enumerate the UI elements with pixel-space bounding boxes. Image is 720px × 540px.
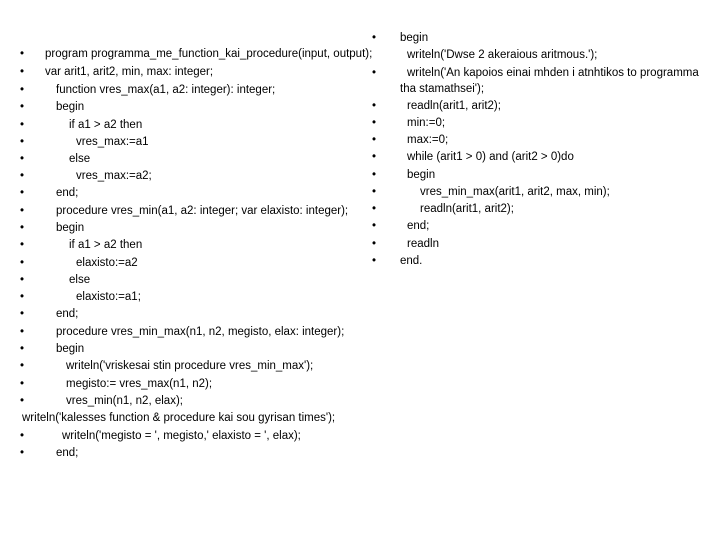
code-line-text: if a1 > a2 then	[69, 119, 143, 131]
bullet: •	[19, 291, 25, 303]
bullet: •	[19, 308, 25, 320]
code-line	[0, 376, 380, 393]
bullet: •	[19, 447, 25, 459]
code-line	[360, 167, 720, 184]
code-line	[360, 201, 720, 218]
code-line	[360, 30, 720, 47]
bullet: •	[371, 203, 377, 215]
code-line	[0, 393, 380, 410]
code-line	[0, 151, 380, 168]
code-line-text: end.	[400, 255, 423, 267]
code-line	[0, 341, 380, 358]
bullet: •	[19, 326, 25, 338]
code-line-text: begin	[400, 32, 429, 44]
code-line	[0, 185, 380, 202]
code-line-text: function vres_max(a1, a2: integer): integer;	[56, 84, 276, 96]
bullet: •	[19, 170, 25, 182]
bullet: •	[371, 134, 377, 146]
code-line	[0, 428, 380, 445]
bullet: •	[19, 84, 25, 96]
code-line-text: readln(arit1, arit2);	[420, 203, 514, 215]
code-line-text: program programma_me_function_kai_procedure(input, output);	[45, 48, 373, 60]
code-line-text: else	[69, 153, 91, 165]
code-line-text: begin	[56, 101, 85, 113]
code-line-text: writeln('An kapoios einai mhden i atnhtikos to programma	[407, 67, 699, 79]
bullet: •	[19, 222, 25, 234]
code-line-text: readln(arit1, arit2);	[407, 100, 501, 112]
code-line-text: writeln('Dwse 2 akeraious aritmous.');	[407, 49, 598, 61]
code-line-text: end;	[56, 187, 79, 199]
bullet: •	[19, 257, 25, 269]
bullet: •	[19, 239, 25, 251]
code-line	[0, 306, 380, 323]
code-line	[0, 289, 380, 306]
code-line	[360, 149, 720, 166]
code-line-text: begin	[407, 169, 436, 181]
bullet: •	[371, 67, 377, 79]
code-line	[0, 64, 380, 81]
bullet: •	[19, 119, 25, 131]
code-line	[0, 46, 380, 63]
code-line-text: writeln('vriskesai stin procedure vres_min_max');	[66, 360, 314, 372]
code-line-text: procedure vres_min_max(n1, n2, megisto, elax: integer);	[56, 326, 345, 338]
code-line	[360, 81, 720, 98]
bullet: •	[19, 378, 25, 390]
code-line	[360, 47, 720, 64]
bullet: •	[371, 151, 377, 163]
bullet: •	[19, 430, 25, 442]
code-line-text: elaxisto:=a2	[76, 257, 138, 269]
code-line	[360, 132, 720, 149]
bullet: •	[371, 255, 377, 267]
bullet: •	[371, 32, 377, 44]
bullet: •	[371, 186, 377, 198]
bullet: •	[19, 101, 25, 113]
bullet: •	[371, 220, 377, 232]
code-line-text: end;	[56, 447, 79, 459]
bullet: •	[19, 343, 25, 355]
code-line-text: writeln('kalesses function & procedure kai sou gyrisan times');	[22, 412, 336, 424]
bullet: •	[19, 395, 25, 407]
code-line	[0, 255, 380, 272]
code-line	[360, 253, 720, 270]
code-line-text: megisto:= vres_max(n1, n2);	[66, 378, 213, 390]
code-line-text: vres_max:=a2;	[76, 170, 152, 182]
bullet: •	[371, 169, 377, 181]
bullet: •	[19, 274, 25, 286]
bullet: •	[371, 117, 377, 129]
code-line-text: tha stamathsei');	[400, 83, 485, 95]
bullet: •	[19, 136, 25, 148]
bullet: •	[19, 66, 25, 78]
bullet: •	[19, 153, 25, 165]
code-line-text: end;	[56, 308, 79, 320]
code-line	[0, 117, 380, 134]
code-line-text: var arit1, arit2, min, max: integer;	[45, 66, 214, 78]
code-line	[0, 237, 380, 254]
bullet: •	[371, 238, 377, 250]
code-line-text: min:=0;	[407, 117, 446, 129]
code-line-text: elaxisto:=a1;	[76, 291, 141, 303]
code-line	[360, 236, 720, 253]
code-line-text: procedure vres_min(a1, a2: integer; var elaxisto: integer);	[56, 205, 349, 217]
bullet: •	[371, 100, 377, 112]
code-line	[0, 410, 380, 427]
code-line-text: max:=0;	[407, 134, 449, 146]
code-line-text: vres_min(n1, n2, elax);	[66, 395, 183, 407]
code-line	[360, 218, 720, 235]
code-line	[0, 220, 380, 237]
code-line-text: readln	[407, 238, 439, 250]
code-line	[360, 184, 720, 201]
code-line-text: begin	[56, 343, 85, 355]
code-line	[0, 168, 380, 185]
bullet: •	[19, 360, 25, 372]
code-line-text: while (arit1 > 0) and (arit2 > 0)do	[407, 151, 574, 163]
code-line	[360, 65, 720, 82]
code-line	[0, 445, 380, 462]
code-line-text: vres_min_max(arit1, arit2, max, min);	[420, 186, 610, 198]
code-line	[360, 115, 720, 132]
bullet: •	[19, 205, 25, 217]
code-line	[0, 99, 380, 116]
code-line	[0, 358, 380, 375]
code-line-text: writeln('megisto = ', megisto,' elaxisto = ', elax);	[62, 430, 301, 442]
bullet: •	[19, 187, 25, 199]
code-line	[0, 324, 380, 341]
code-line-text: else	[69, 274, 91, 286]
code-line	[0, 272, 380, 289]
code-line-text: if a1 > a2 then	[69, 239, 143, 251]
code-line	[0, 82, 380, 99]
code-line	[0, 203, 380, 220]
code-line-text: begin	[56, 222, 85, 234]
bullet: •	[19, 48, 25, 60]
code-line	[0, 134, 380, 151]
code-line-text: end;	[407, 220, 430, 232]
code-line	[360, 98, 720, 115]
code-line-text: vres_max:=a1	[76, 136, 149, 148]
